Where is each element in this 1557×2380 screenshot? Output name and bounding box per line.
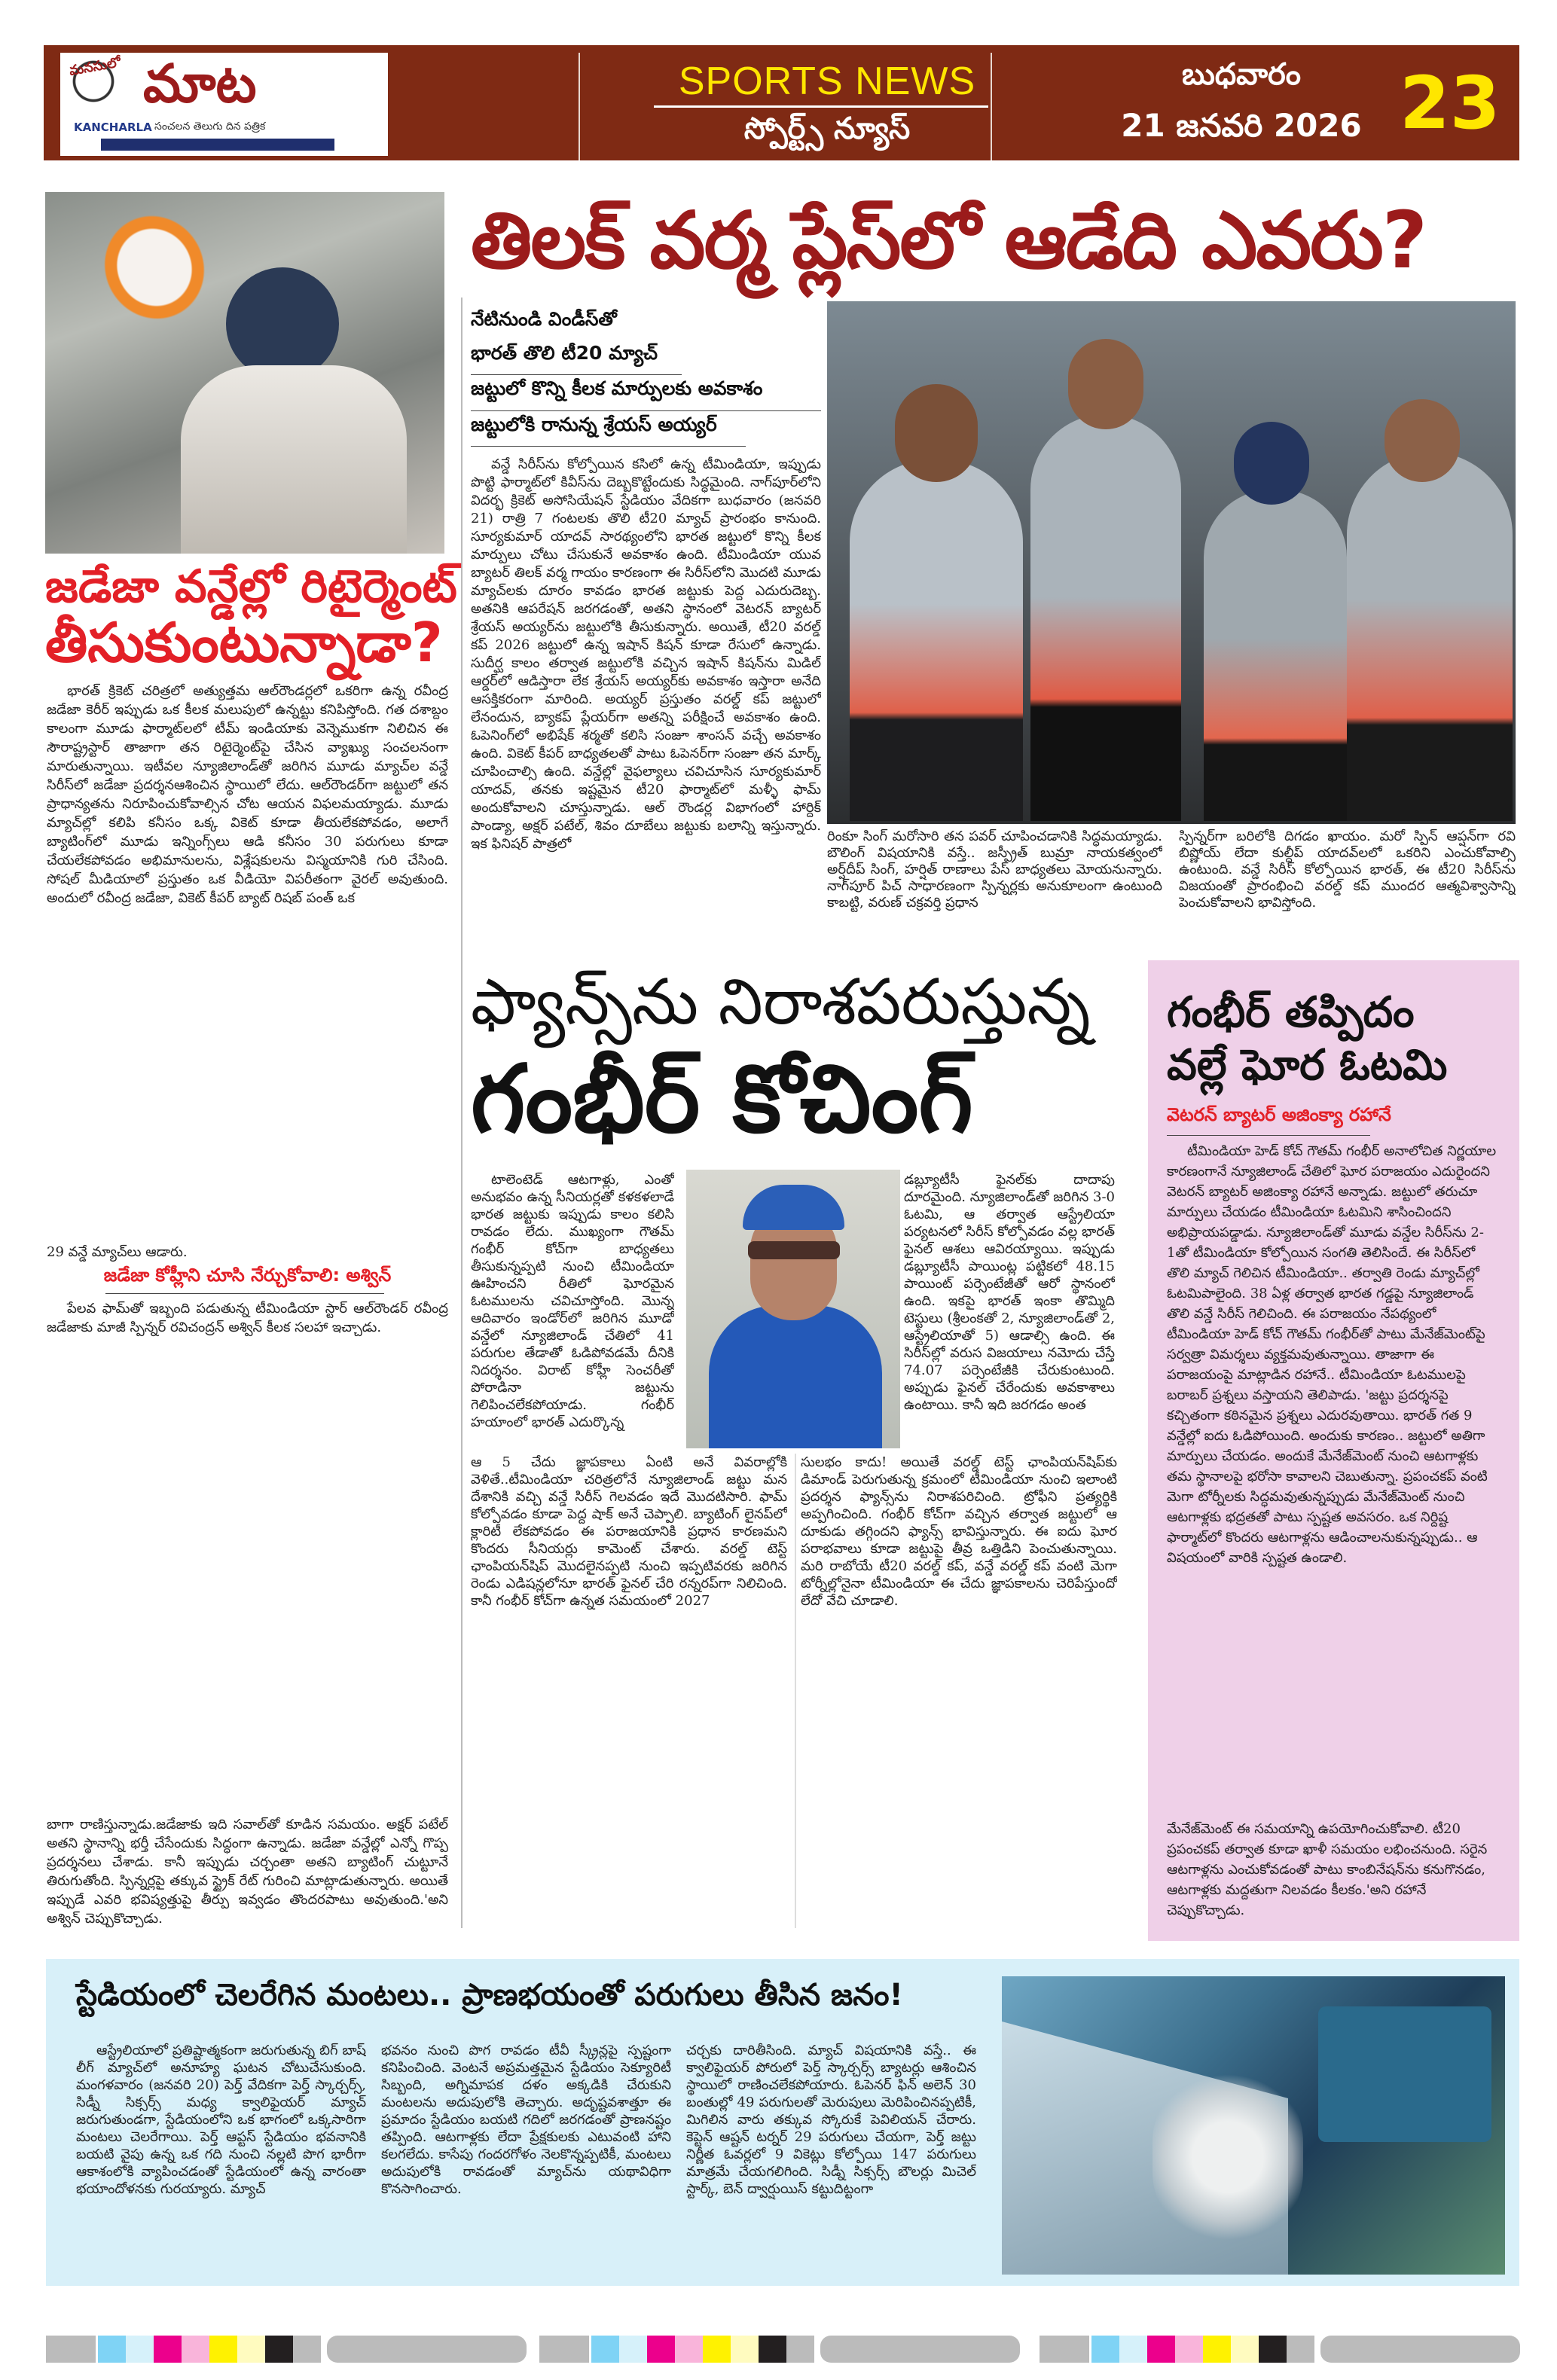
subhead-rule <box>1167 1135 1370 1136</box>
page-number: 23 <box>1400 61 1501 145</box>
logo-bar <box>101 139 334 151</box>
color-swatch <box>126 2336 154 2363</box>
color-swatch <box>1287 2336 1314 2363</box>
divider <box>579 53 580 160</box>
rahane-article-end: మేనేజ్‌మెంట్ ఈ సమయాన్ని ఉపయోగించుకోవాలి. టీ20 ప్రపంచకప్ తర్వాత కూడా ఖాళీ సమయం లభించనుంది. సరైన ఆటగాళ్లను ఎంచుకోవడంతో పాటు కాంబినేషన్‌ను కనుగొనడం, ఆటగాళ్లకు మద్దతుగా నిలవడం కీలకం.'అని రహానే చెప్పుకొచ్చాడు. <box>1167 1821 1488 1918</box>
lead-subhead-4: జట్టులోకి రానున్న శ్రేయస్ అయ్యర్ <box>471 413 717 435</box>
stadium-headline: స్టేడియంలో చెలరేగిన మంటలు.. ప్రాణభయంతో పరుగులు తీసిన జనం! <box>76 1978 903 2012</box>
color-swatch <box>1203 2336 1231 2363</box>
rahane-headline-line-2: వల్లే ఘోర ఓటమి <box>1167 1041 1448 1090</box>
color-swatch <box>647 2336 675 2363</box>
color-swatch <box>154 2336 182 2363</box>
ashwin-article-body: పేలవ ఫామ్‌తో ఇబ్బంది పడుతున్న టీమిండియా స్టార్ ఆల్‌రౌండర్ రవీంద్ర జడేజాకు మాజీ స్పిన్నర్ రవిచంద్రన్ అశ్విన్ కీలక సలహా ఇచ్చాడు. <box>47 1301 448 1335</box>
masthead <box>44 45 1519 160</box>
lead-paragraph: వన్డే సిరీస్‌ను కోల్పోయిన కసిలో ఉన్న టీమిండియా, ఇప్పుడు పొట్టి ఫార్మాట్‌లో కివీస్‌ను దెబ్బకొట్టేందుకు సిద్ధమైంది. నాగ్‌పూర్‌లోని విదర్భ క్రికెట్ అసోసియేషన్ స్టేడియం వేదికగా బుధవారం (జనవరి 21) రాత్రి 7 గంటలకు తొలి టీ20 మ్యాచ్ ప్రారంభం కానుంది. సూర్యకుమార్ యాదవ్ సారథ్యంలోని భారత జట్టులో కొన్ని కీలక మార్పులు చోటు చేసుకునే అవకాశం ఉంది. టీమిండియా యువ బ్యాటర్ తిలక్ వర్మ గాయం కారణంగా ఈ సిరీస్‌లోని మొదటి మూడు మ్యాచ్‌లకు దూరం కావడం భారత జట్టుకు పెద్ద ఎదురుదెబ్బ. అతనికి ఆపరేషన్ జరగడంతో, అతని స్థానంలో వెటరన్ బ్యాటర్ శ్రేయస్ అయ్యర్‌ను జట్టులోకి తీసుకున్నారు. అయితే, టీ20 వరల్డ్ కప్ 2026 జట్టులో ఉన్న ఇషాన్ కిషన్ కూడా రేసులో ఉన్నాడు. సుదీర్ఘ కాలం తర్వాత జట్టులోకి వచ్చిన ఇషాన్ కిషన్‌ను మిడిల్ ఆర్డర్‌లో ఆడిస్తారా లేక శ్రేయస్ అయ్యర్‌కు అవకాశం ఇస్తారా అనేది ఆసక్తికరంగా మారింది. అయ్యర్ ప్రస్తుతం వరల్డ్ కప్ జట్టులో లేనందున, బ్యాకప్ ప్లేయర్‌గా అతన్ని పరీక్షించే అవకాశం ఉంది. ఓపెనింగ్‌లో అభిషేక్ శర్మతో కలిసి సంజూ శాంసన్ వచ్చే అవకాశం ఉంది. వికెట్ కీపర్ బాధ్యతలతో పాటు ఓపెనర్‌గా సంజూ తన మార్క్ చూపించాల్సి ఉంది. వన్డేల్లో వైఫల్యాలు చవిచూసిన సూర్యకుమార్ యాదవ్, తనకు ఇష్టమైన టీ20 ఫార్మాట్‌లో మళ్ళీ ఫామ్ అందుకోవాలని చూస్తున్నాడు. ఆల్ రౌండర్ల విభాగంలో హార్దిక్ పాండ్యా, అక్షర్ పటేల్, శివం దూబేలు జట్టుకు బలాన్ని ఇస్తున్నారు. ఇక ఫినిషర్ పాత్రలో <box>471 456 821 852</box>
gambhir-article-col-4: సులభం కాదు! అయితే వరల్డ్ టెస్ట్ ఛాంపియన్‌షిప్‌కు డిమాండ్ పెరుగుతున్న క్రమంలో టీమిండియా నుంచి ఇలాంటి ప్రదర్శన ఫ్యాన్స్‌ను నిరాశపరిచింది. ట్రోఫీని ప్రత్యర్థికి అప్పగించింది. గంభీర్ కోచ్‌గా వచ్చిన తర్వాత జట్టులో ఆ దూకుడు తగ్గిందని ఫ్యాన్స్ భావిస్తున్నారు. ఈ ఐదు ఘోర పరాభవాలు కూడా జట్టుపై తీవ్ర ఒత్తిడిని పెంచుతున్నాయి. మరి రాబోయే టీ20 వరల్డ్ కప్, వన్డే వరల్డ్ కప్ వంటి మెగా టోర్నీల్లోనైనా టీమిండియా ఈ చేదు జ్ఞాపకాలను చెరిపేస్తుందో లేదో వేచి చూడాలి. <box>801 1454 1117 1609</box>
gambhir-headline-line-1: ఫ్యాన్స్‌ను నిరాశపరుస్తున్న <box>471 965 1091 1039</box>
column-divider <box>795 1454 796 1928</box>
stadium-article-col-1: ఆస్ట్రేలియాలో ప్రతిష్టాత్మకంగా జరుగుతున్న బిగ్ బాష్ లీగ్ మ్యాచ్‌లో అనూహ్య ఘటన చోటుచేసుకుంది. మంగళవారం (జనవరి 20) పెర్త్ వేదికగా పెర్త్ స్కార్చర్స్, సిడ్నీ సిక్సర్స్ మధ్య క్వాలిఫైయర్ మ్యాచ్ జరుగుతుండగా, స్టేడియంలోని ఒక భాగంలో ఒక్కసారిగా మంటలు చెలరేగాయి. పెర్త్ ఆప్టస్ స్టేడియం భవనానికి బయటి వైపు ఉన్న ఒక గది నుంచి నల్లటి పొగ భారీగా ఆకాశంలోకి వ్యాపించడంతో స్టేడియంలో ఉన్న వారంతా భయాందోళనకు గురయ్యారు. మ్యాచ్ <box>76 2043 366 2197</box>
grey-bar <box>1320 2336 1520 2363</box>
grey-bar <box>327 2336 527 2363</box>
color-swatch <box>703 2336 731 2363</box>
stadium-article-col-2: భవనం నుంచి పొగ రావడం టీవీ స్క్రీన్లపై స్పష్టంగా కనిపించింది. వెంటనే అప్రమత్తమైన స్టేడియం సెక్యూరిటీ సిబ్బంది, అగ్నిమాపక దళం అక్కడికి చేరుకుని మంటలను అదుపులోకి తెచ్చారు. అదృష్టవశాత్తూ ఈ ప్రమాదం స్టేడియం బయటి గదిలో జరగడంతో ప్రాణనష్టం తప్పింది. ఆటగాళ్లకు లేదా ప్రేక్షకులకు ఎటువంటి హాని కలగలేదు. కాసేపు గందరగోళం నెలకొన్నప్పటికీ, మంటలు అదుపులోకి రావడంతో మ్యాచ్‌ను యథావిధిగా కొనసాగించారు. <box>381 2043 671 2197</box>
section-underline <box>654 105 988 108</box>
color-swatch <box>1091 2336 1119 2363</box>
gambhir-article-col-3: ఆ 5 చేదు జ్ఞాపకాలు ఏంటి అనే వివరాల్లోకి వెళితే..టీమిండియా చరిత్రలోనే న్యూజిలాండ్ జట్టు మన దేశానికి వచ్చి వన్డే సిరీస్ గెలవడం ఇదే మొదటిసారి. ఫామ్ కోల్పోవడం కూడా పెద్ద షాక్ అనే చెప్పాలి. బ్యాటింగ్ లైనప్‌లో క్లారిటీ లేకపోవడం ఈ పరాజయానికి ప్రధాన కారణమని కొందరు సీనియర్లు కామెంట్ చేశారు. వరల్డ్ టెస్ట్ ఛాంపియన్‌షిప్ మొదలైనప్పటి నుంచి ఇప్పటివరకు జరిగిన రెండు ఎడిషన్లలోనూ భారత్ ఫైనల్ చేరి రన్నరప్‌గా నిలిచింది. కానీ గంభీర్ కోచ్‌గా ఉన్నత సమయంలో 2027 <box>471 1454 787 1609</box>
color-swatch <box>1231 2336 1259 2363</box>
lead-article-body <box>471 456 821 923</box>
color-swatch <box>46 2336 96 2363</box>
stadium-article-col-3: చర్చకు దారితీసింది. మ్యాచ్ విషయానికి వస్తే.. ఈ క్వాలిఫైయర్ పోరులో పెర్త్ స్కార్చర్స్ బ్యాటర్లు ఆశించిన స్థాయిలో రాణించలేకపోయారు. ఓపెనర్ ఫిన్ అలెన్ 30 బంతుల్లో 49 పరుగులతో మెరుపులు మెరిపించినప్పటికీ, మిగిలిన వారు తక్కువ స్కోరుకే పెవిలియన్ చేరారు. కెప్టెన్ ఆష్టన్ టర్నర్ 29 పరుగులు చేయగా, పెర్త్ జట్టు నిర్ణీత ఓవర్లలో 9 వికెట్లు కోల్పోయి 147 పరుగులు మాత్రమే చేయగలిగింది. సిడ్నీ సిక్సర్స్ బౌలర్లు మిచెల్ స్టార్క్, బెన్ ద్వార్షుయిస్ కట్టుదిట్టంగా <box>686 2043 976 2197</box>
color-swatch <box>98 2336 126 2363</box>
gambhir-article-col-1: టాలెంటెడ్ ఆటగాళ్లు, ఎంతో అనుభవం ఉన్న సీనియర్లతో కళకళలాడే భారత జట్టుకు ఇప్పుడు కాలం కలిసి రావడం లేదు. ముఖ్యంగా గౌతమ్ గంభీర్ కోచ్‌గా బాధ్యతలు తీసుకున్నప్పటి నుంచి టీమిండియా ఊహించని రీతిలో ఘోరమైన ఓటములను చవిచూస్తోంది. మొన్న ఆదివారం ఇండోర్‌లో జరిగిన మూడో వన్డేలో న్యూజిలాండ్ చేతిలో 41 పరుగుల తేడాతో ఓడిపోవడమే దీనికి నిదర్శనం. విరాట్ కోహ్లీ సెంచరీతో పోరాడినా జట్టును గెలిపించలేకపోయాడు. గంభీర్ హయాంలో భారత్ ఎదుర్కొన్న <box>471 1172 674 1430</box>
ashwin-article-end: బాగా రాణిస్తున్నాడు.జడేజాకు ఇది సవాల్‌తో కూడిన సమయం. అక్షర్ పటేల్ అతని స్థానాన్ని భర్తీ చేసేందుకు సిద్ధంగా ఉన్నాడు. జడేజా వన్డేల్లో ఎన్నో గొప్ప ప్రదర్శనలు చేశాడు. కానీ ఇప్పుడు చర్చంతా అతని బ్యాటింగ్ చుట్టూనే తిరుగుతోంది. స్పిన్నర్లపై తక్కువ స్ట్రైక్ రేట్ గురించి మాట్లాడుతున్నారు. అయితే ఇప్పుడే ఎవరి భవిష్యత్తుపై తీర్పు ఇవ్వడం తొందరపాటు అవుతుంది.'అని అశ్విన్ చెప్పుకొచ్చాడు. <box>47 1817 448 1927</box>
lead-article-continued-2: స్పిన్నర్‌గా బరిలోకి దిగడం ఖాయం. మరో స్పిన్ ఆప్షన్‌గా రవి బిష్ణోయ్ లేదా కుల్దీప్ యాదవ్‌లలో ఒకరిని ఎంచుకోవాల్సి ఉంటుంది. వన్డే సిరీస్ కోల్పోయిన భారత్, ఈ టీ20 సిరీస్‌ను విజయంతో ప్రారంభించి వరల్డ్ కప్ ముందర ఆత్మవిశ్వాసాన్ని పెంచుకోవాలని భావిస్తోంది. <box>1179 828 1516 911</box>
color-swatch <box>1147 2336 1175 2363</box>
weekday: బుధవారం <box>1182 57 1301 92</box>
section-title-english: SPORTS NEWS <box>678 60 976 103</box>
gambhir-article-col-2: డబ్ల్యూటీసీ ఫైనల్‌కు దాదాపు దూరమైంది. న్యూజిలాండ్‌తో జరిగిన 3-0 ఓటమి, ఆ తర్వాత ఆస్ట్రేలియా పర్యటనలో సిరీస్ కోల్పోవడం వల్ల భారత్ ఫైనల్ ఆశలు ఆవిరయ్యాయి. ఇప్పుడు డబ్ల్యూటీసీ పాయింట్ల పట్టికలో 48.15 పాయింట్ పర్సెంటేజీతో ఆరో స్థానంలో ఉంది. ఇకపై భారత్ ఇంకా తొమ్మిది టెస్టులు (శ్రీలంకతో 2, న్యూజిలాండ్‌తో 2, ఆస్ట్రేలియాతో 5) ఆడాల్సి ఉంది. ఈ సిరీస్‌ల్లో వరుస విజయాలు నమోదు చేస్తే 74.07 పర్సెంటేజీకి చేరుకుంటుంది. అప్పుడు ఫైనల్ చేరేందుకు అవకాశాలు ఉంటాయి. కానీ ఇది జరగడం అంత <box>904 1172 1115 1413</box>
color-swatch <box>182 2336 209 2363</box>
ashwin-subhead: జడేజా కోహ్లీని చూసి నేర్చుకోవాలి: అశ్విన్ <box>103 1265 392 1286</box>
rahane-sidebar-box <box>1148 960 1519 1941</box>
color-swatch <box>209 2336 237 2363</box>
gambhir-photo <box>686 1170 900 1448</box>
lead-subhead-1: నేటినుండి విండీస్‌తో <box>471 308 617 330</box>
color-swatch <box>619 2336 647 2363</box>
rahane-article-body: టీమిండియా హెడ్ కోచ్ గౌతమ్ గంభీర్ అనాలోచిత నిర్ణయాల కారణంగానే న్యూజిలాండ్ చేతిలో ఘోర పరాజయం ఎదురైందని వెటరన్ బ్యాటర్ అజింక్యా రహానే అన్నాడు. జట్టులో తరుచూ మార్పులు చేయడం టీమిండియా ఓటమిని శాసించిందని అభిప్రాయపడ్డాడు. న్యూజిలాండ్‌తో మూడు వన్డేల సిరీస్‌ను 2-1తో టీమిండియా కోల్పోయిన సంగతి తెలిసిందే. ఈ సిరీస్‌లో తొలి మ్యాచ్ గెలిచిన టీమిండియా.. తర్వాతి రెండు మ్యాచ్‌ల్లో ఓటమిపాలైంది. 38 ఏళ్ల తర్వాత భారత గడ్డపై న్యూజిలాండ్ తొలి వన్డే సిరీస్ గెలిచింది. ఈ పరాజయం నేపథ్యంలో టీమిండియా హెడ్ కోచ్ గౌతమ్ గంభీర్‌తో పాటు మేనేజ్‌మెంట్‌పై సర్వత్రా విమర్శలు వ్యక్తమవుతున్నాయి. తాజాగా ఈ పరాజయంపై మాట్లాడిన రహానే.. టీమిండియా ఓటములపై బరాబర్ ప్రశ్నలు వస్తాయని తెలిపాడు. 'జట్టు ప్రదర్శనపై కచ్చితంగా కఠినమైన ప్రశ్నలు ఎదురవుతాయి. భారత్ గత 9 వన్డేల్లో ఐదు ఓడిపోయింది. అందుకు కారణం.. జట్టులో అతిగా మార్పులు చేయడం. అందుకే మేనేజ్‌మెంట్ నుంచి ఆటగాళ్లకు తమ స్థానాలపై భరోసా కావాలని చెబుతున్నా. ప్రపంచకప్ వంటి మెగా టోర్నీలకు సిద్ధమవుతున్నప్పుడు మేనేజ్‌మెంట్ నుంచి ఆటగాళ్లకు భద్రతతో పాటు స్పష్టత అవసరం. ఒక నిర్దిష్ట ఫార్మాట్‌లో కొందరు ఆటగాళ్లను ఆడించాలనుకున్నప్పుడు.. ఆ విషయంలో వారికి స్పష్టత ఉండాలి. <box>1167 1143 1497 1566</box>
column-divider <box>461 298 463 1928</box>
section-title-telugu: స్పోర్ట్స్ న్యూస్ <box>743 111 911 146</box>
lead-subhead-3: జట్టులో కొన్ని కీలక మార్పులకు అవకాశం <box>471 377 763 399</box>
jadeja-article-body: భారత్ క్రికెట్ చరిత్రలో అత్యుత్తమ ఆల్‌రౌండర్లలో ఒకరిగా ఉన్న రవీంద్ర జడేజా కెరీర్ ఇప్పుడు ఒక కీలక మలుపులో ఉన్నట్టు కనిపిస్తోంది. గత దశాబ్దం కాలంగా మూడు ఫార్మాట్‌లలో టీమ్ ఇండియాకు వెన్నెముకగా నిలిచిన ఈ సౌరాష్ట్రస్టార్ తాజాగా తన రిటైర్మెంట్‌పై చేసిన వ్యాఖ్యు సంచలనంగా మారుతున్నాయి. ఇటీవల న్యూజిలాండ్‌తో జరిగిన మూడు మ్యాచ్‌ల వన్డే సిరీస్‌లో జడేజా ప్రదర్శనఆశించిన స్థాయిలో లేదు. ఆల్‌రౌండర్‌గా జట్టులో తన ప్రాధాన్యతను నిరూపించుకోవాల్సిన చోట ఆయన విఫలమయ్యాడు. మూడు మ్యాచ్‌ల్లో కలిపి కనీసం ఒక్క వికెట్ కూడా తీయలేకపోవడం, అలాగే బ్యాటింగ్‌లో మూడు ఇన్నింగ్స్‌లు ఆడి కనీసం 30 పరుగులు కూడా చేయలేకపోవడం అభిమానులను, విశ్లేషకులను విస్మయానికి గురి చేసింది. సోషల్ మీడియాలో ప్రస్తుతం ఒక వీడియో విపరీతంగా వైరల్ అవుతుంది. అందులో రవీంద్ర జడేజా, వికెట్ కీపర్ బ్యాట్ రిషబ్ పంత్ ఒక <box>47 683 448 906</box>
color-swatch <box>1040 2336 1089 2363</box>
color-swatch <box>1119 2336 1147 2363</box>
color-swatch <box>265 2336 293 2363</box>
newspaper-logo[interactable] <box>60 53 388 156</box>
color-swatch <box>539 2336 589 2363</box>
lead-headline: తిలక్ వర్మ ప్లేస్‌లో ఆడేది ఎవరు? <box>471 194 1427 286</box>
gambhir-headline-line-2: గంభీర్ కోచింగ్ <box>471 1045 973 1154</box>
jadeja-article-end: 29 వన్డే మ్యాచ్‌లు ఆడారు. <box>47 1244 188 1260</box>
color-swatch <box>237 2336 265 2363</box>
subhead-rule <box>105 1293 384 1294</box>
subhead-rule <box>471 410 821 411</box>
logo-tagline: సంచలన తెలుగు దిన పత్రిక <box>154 121 266 133</box>
color-swatch <box>759 2336 786 2363</box>
color-swatch <box>591 2336 619 2363</box>
color-swatch <box>731 2336 759 2363</box>
lead-article-continued-1: రింకూ సింగ్ మరోసారి తన పవర్ చూపించడానికి సిద్ధమయ్యాడు. బౌలింగ్ విషయానికి వస్తే.. జస్ప్రీత్ బుమ్రా నాయకత్వంలో అర్ష్‌దీప్ సింగ్, హర్షిత్ రాణాలు పేస్ బాధ్యతలు మోయనున్నారు. నాగ్‌పూర్ పిచ్ సాధారణంగా స్పిన్నర్లకు అనుకూలంగా ఉంటుంది కాబట్టి, వరుణ్ చక్రవర్తి ప్రధాన <box>827 828 1162 911</box>
subhead-rule <box>471 446 746 447</box>
issue-date: 21 జనవరి 2026 <box>1121 107 1362 144</box>
color-swatch <box>786 2336 814 2363</box>
color-swatch <box>293 2336 321 2363</box>
color-swatch <box>1259 2336 1287 2363</box>
stadium-fire-box <box>46 1959 1519 2286</box>
grey-bar <box>820 2336 1020 2363</box>
rahane-subhead: వెటరన్ బ్యాటర్ అజింక్యా రహానే <box>1167 1104 1391 1125</box>
color-swatch <box>675 2336 703 2363</box>
jadeja-batting-photo <box>45 192 444 554</box>
logo-top-text: మనసులో <box>68 54 123 79</box>
color-swatch <box>1175 2336 1203 2363</box>
jadeja-headline-line-1: జడేజా వన్డేల్లో రిటైర్మెంట్ <box>45 560 457 613</box>
logo-main-text: మాట <box>143 53 257 114</box>
logo-brand: KANCHARLA <box>74 121 152 134</box>
stadium-fire-photo <box>1002 1976 1505 2275</box>
team-practice-photo <box>827 301 1516 824</box>
jadeja-headline-line-2: తీసుకుంటున్నాడా? <box>45 611 443 674</box>
lead-subhead-2: భారత్ తొలి టీ20 మ్యాచ్ <box>471 342 658 364</box>
rahane-headline-line-1: గంభీర్ తప్పిదం <box>1167 988 1415 1037</box>
subhead-rule <box>471 374 682 375</box>
